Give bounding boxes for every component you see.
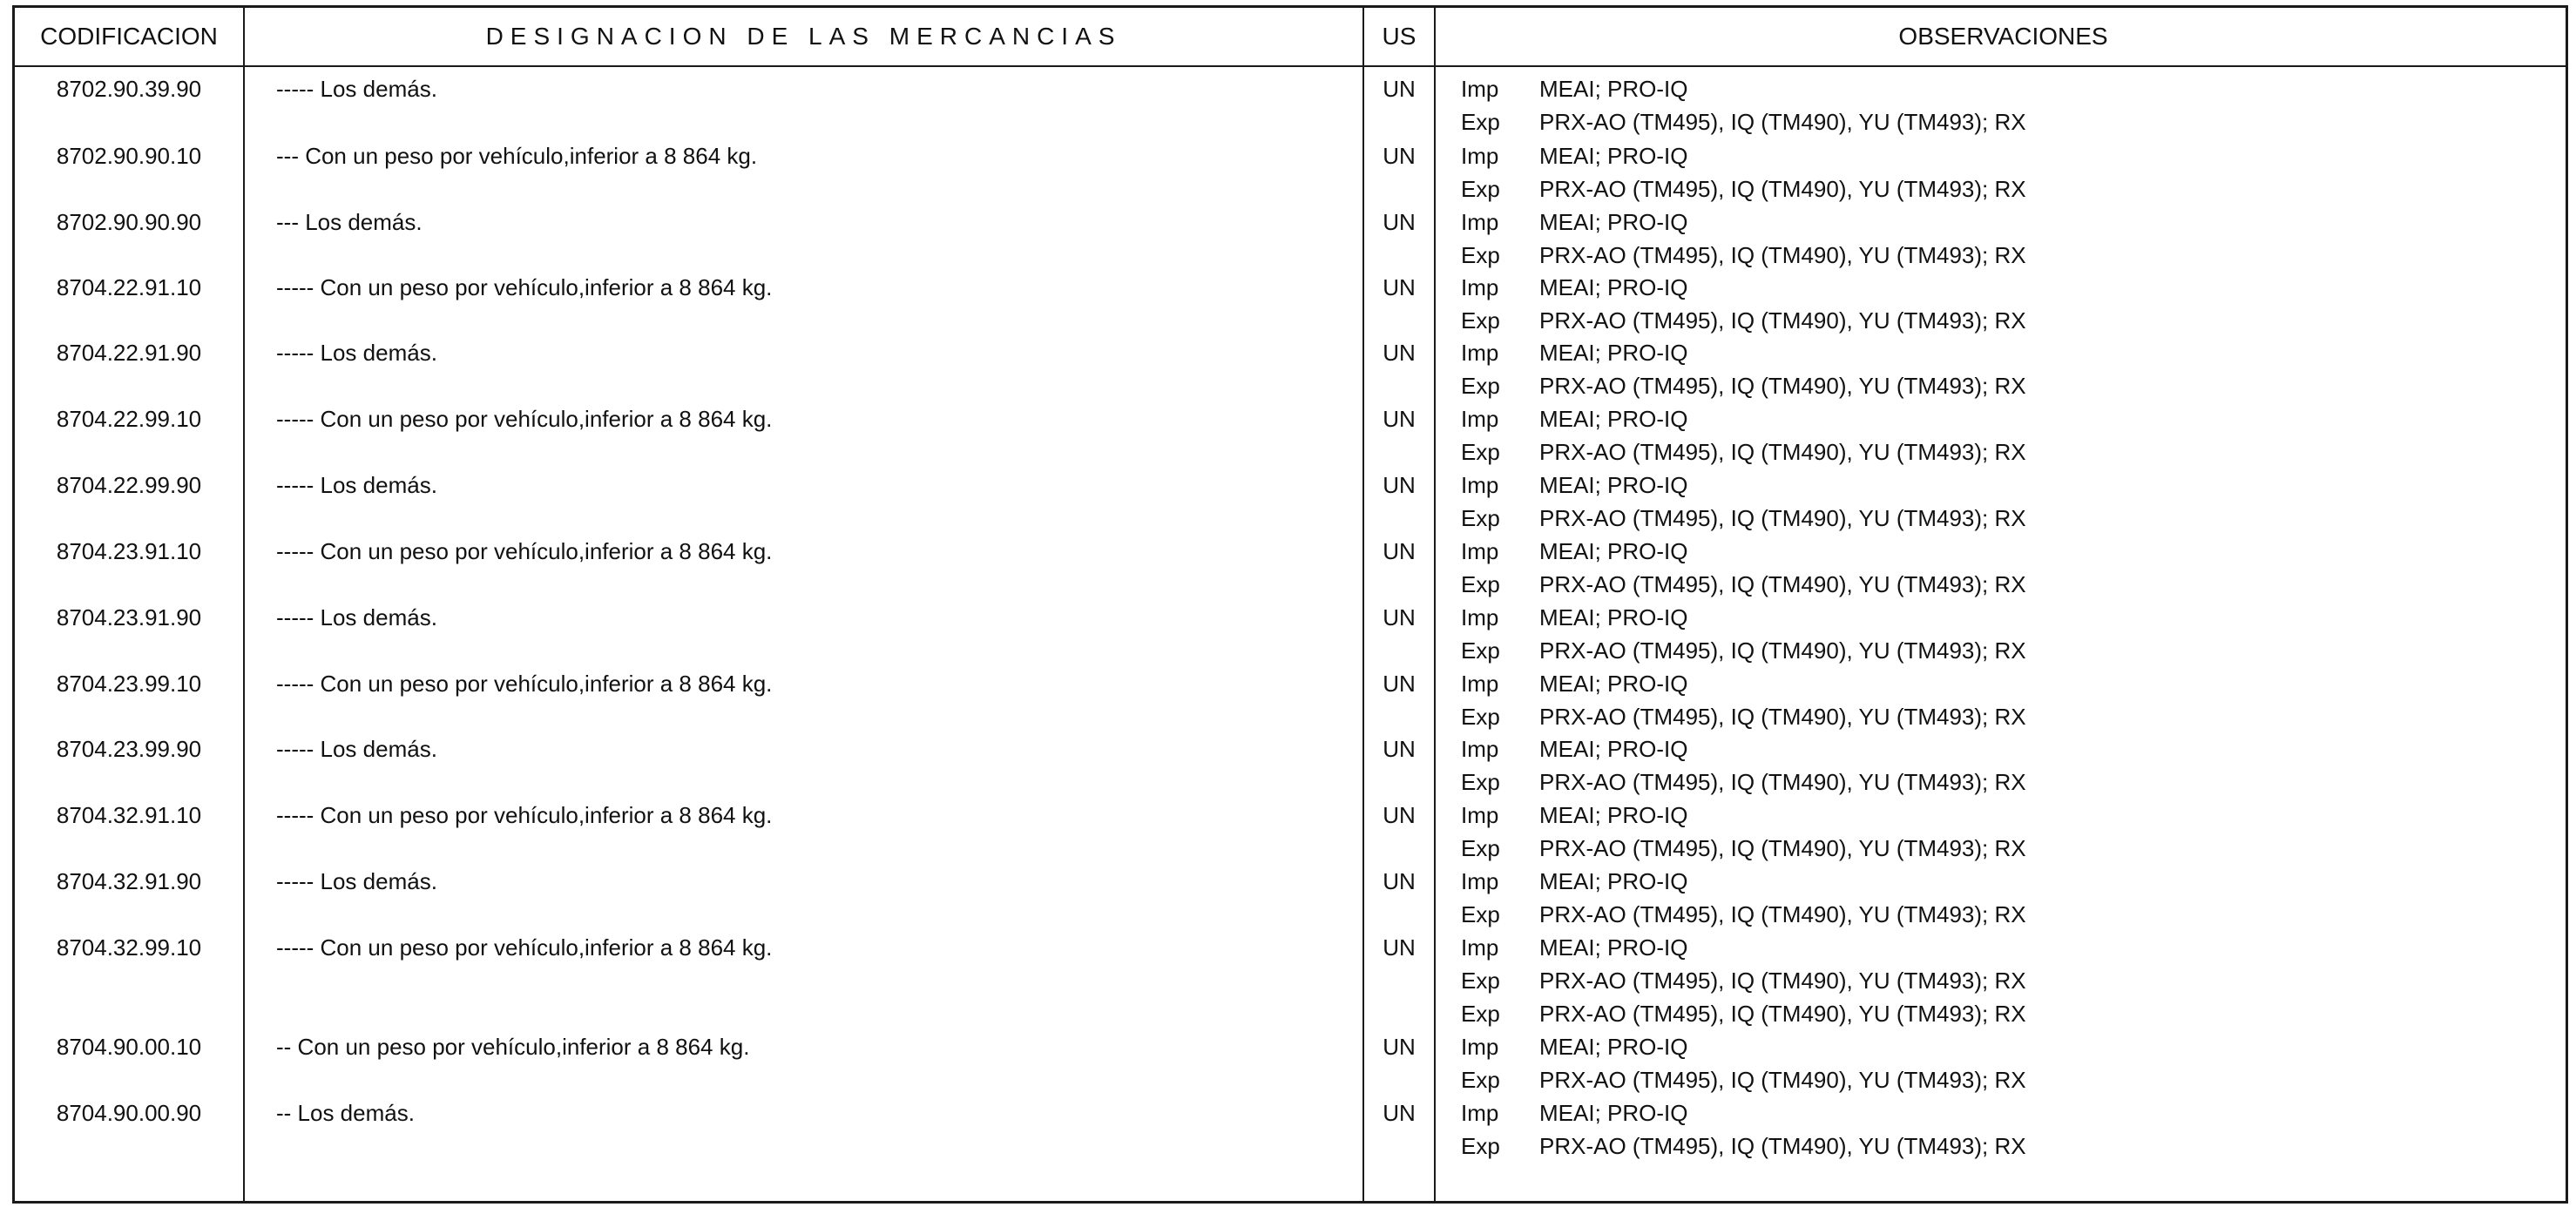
unit-cell: UN	[1383, 472, 1416, 498]
observacion-kind: Exp	[1461, 242, 1500, 268]
designacion-cell: ----- Con un peso por vehículo,inferior a 8 864 kg.	[276, 671, 773, 697]
unit-cell: UN	[1383, 868, 1416, 894]
observacion-text: PRX-AO (TM495), IQ (TM490), YU (TM493); RX	[1539, 637, 2026, 664]
observacion-kind: Imp	[1461, 934, 1499, 961]
observacion-text: PRX-AO (TM495), IQ (TM490), YU (TM493); RX	[1539, 769, 2026, 795]
observacion-text: MEAI; PRO-IQ	[1539, 736, 1688, 762]
table-row	[15, 865, 2566, 931]
codificacion-cell: 8704.22.99.10	[56, 406, 202, 432]
observacion-kind: Imp	[1461, 1034, 1499, 1060]
observacion-kind: Exp	[1461, 901, 1500, 927]
observacion-text: PRX-AO (TM495), IQ (TM490), YU (TM493); RX	[1539, 242, 2026, 268]
observacion-kind: Imp	[1461, 604, 1499, 630]
observacion-text: PRX-AO (TM495), IQ (TM490), YU (TM493); RX	[1539, 505, 2026, 531]
designacion-cell: -- Con un peso por vehículo,inferior a 8 864 kg.	[276, 1034, 750, 1060]
observacion-text: MEAI; PRO-IQ	[1539, 868, 1688, 894]
table-row	[15, 931, 2566, 1027]
observacion-kind: Exp	[1461, 968, 1500, 994]
unit-cell: UN	[1383, 671, 1416, 697]
observacion-text: MEAI; PRO-IQ	[1539, 1100, 1688, 1126]
observacion-kind: Imp	[1461, 736, 1499, 762]
unit-cell: UN	[1383, 736, 1416, 762]
table-row	[15, 469, 2566, 535]
observacion-text: MEAI; PRO-IQ	[1539, 604, 1688, 630]
table-row	[15, 206, 2566, 272]
header-designacion: DESIGNACION DE LAS MERCANCIAS	[485, 23, 1122, 50]
unit-cell: UN	[1383, 406, 1416, 432]
observacion-text: MEAI; PRO-IQ	[1539, 274, 1688, 300]
observacion-kind: Imp	[1461, 472, 1499, 498]
observacion-text: MEAI; PRO-IQ	[1539, 1034, 1688, 1060]
observacion-kind: Exp	[1461, 1067, 1500, 1093]
observacion-kind: Exp	[1461, 109, 1500, 135]
codificacion-cell: 8704.22.91.10	[56, 274, 202, 300]
header-codificacion: CODIFICACION	[40, 23, 218, 50]
codificacion-cell: 8702.90.39.90	[56, 76, 202, 102]
observacion-text: MEAI; PRO-IQ	[1539, 538, 1688, 564]
observacion-text: MEAI; PRO-IQ	[1539, 802, 1688, 828]
codificacion-cell: 8702.90.90.10	[56, 143, 202, 169]
unit-cell: UN	[1383, 209, 1416, 235]
observacion-kind: Exp	[1461, 373, 1500, 399]
observacion-kind: Imp	[1461, 1100, 1499, 1126]
observacion-text: MEAI; PRO-IQ	[1539, 209, 1688, 235]
observacion-kind: Exp	[1461, 769, 1500, 795]
codificacion-cell: 8704.23.91.10	[56, 538, 202, 564]
observacion-text: PRX-AO (TM495), IQ (TM490), YU (TM493); RX	[1539, 1133, 2026, 1159]
codificacion-cell: 8704.90.00.90	[56, 1100, 202, 1126]
observacion-text: PRX-AO (TM495), IQ (TM490), YU (TM493); RX	[1539, 1001, 2026, 1027]
observacion-kind: Exp	[1461, 1001, 1500, 1027]
observacion-kind: Exp	[1461, 704, 1500, 730]
table-row	[15, 72, 2566, 138]
codificacion-cell: 8704.32.99.10	[56, 934, 202, 961]
observacion-kind: Imp	[1461, 76, 1499, 102]
designacion-cell: ----- Los demás.	[276, 472, 437, 498]
observacion-text: MEAI; PRO-IQ	[1539, 671, 1688, 697]
observacion-kind: Exp	[1461, 439, 1500, 465]
unit-cell: UN	[1383, 340, 1416, 366]
table-row	[15, 1096, 2566, 1163]
observacion-text: PRX-AO (TM495), IQ (TM490), YU (TM493); RX	[1539, 835, 2026, 861]
customs-table	[12, 5, 2568, 1204]
table-row	[15, 139, 2566, 206]
codificacion-cell: 8704.23.99.90	[56, 736, 202, 762]
table-row	[15, 601, 2566, 667]
designacion-cell: --- Los demás.	[276, 209, 423, 235]
codificacion-cell: 8704.22.91.90	[56, 340, 202, 366]
header-us: US	[1382, 23, 1416, 50]
designacion-cell: ----- Los demás.	[276, 604, 437, 630]
unit-cell: UN	[1383, 1100, 1416, 1126]
observacion-text: PRX-AO (TM495), IQ (TM490), YU (TM493); RX	[1539, 109, 2026, 135]
observacion-kind: Imp	[1461, 802, 1499, 828]
unit-cell: UN	[1383, 802, 1416, 828]
observacion-kind: Imp	[1461, 868, 1499, 894]
observacion-text: PRX-AO (TM495), IQ (TM490), YU (TM493); RX	[1539, 704, 2026, 730]
observacion-kind: Imp	[1461, 671, 1499, 697]
designacion-cell: ----- Con un peso por vehículo,inferior a 8 864 kg.	[276, 934, 773, 961]
designacion-cell: ----- Con un peso por vehículo,inferior a 8 864 kg.	[276, 274, 773, 300]
observacion-text: MEAI; PRO-IQ	[1539, 406, 1688, 432]
unit-cell: UN	[1383, 538, 1416, 564]
codificacion-cell: 8704.32.91.90	[56, 868, 202, 894]
table-row	[15, 732, 2566, 799]
observacion-kind: Imp	[1461, 340, 1499, 366]
designacion-cell: ----- Con un peso por vehículo,inferior a 8 864 kg.	[276, 406, 773, 432]
observacion-text: MEAI; PRO-IQ	[1539, 76, 1688, 102]
table-row	[15, 535, 2566, 601]
unit-cell: UN	[1383, 1034, 1416, 1060]
codificacion-cell: 8704.23.99.10	[56, 671, 202, 697]
observacion-kind: Imp	[1461, 406, 1499, 432]
observacion-kind: Imp	[1461, 274, 1499, 300]
observacion-kind: Exp	[1461, 176, 1500, 202]
observacion-text: PRX-AO (TM495), IQ (TM490), YU (TM493); RX	[1539, 439, 2026, 465]
designacion-cell: ----- Los demás.	[276, 736, 437, 762]
observacion-kind: Exp	[1461, 307, 1500, 334]
table-row	[15, 1030, 2566, 1096]
header-rule	[15, 65, 2566, 67]
observacion-text: PRX-AO (TM495), IQ (TM490), YU (TM493); RX	[1539, 373, 2026, 399]
observacion-kind: Exp	[1461, 1133, 1500, 1159]
observacion-kind: Exp	[1461, 637, 1500, 664]
observacion-text: PRX-AO (TM495), IQ (TM490), YU (TM493); RX	[1539, 571, 2026, 597]
observacion-kind: Imp	[1461, 209, 1499, 235]
observacion-text: MEAI; PRO-IQ	[1539, 143, 1688, 169]
table-row	[15, 799, 2566, 865]
codificacion-cell: 8704.90.00.10	[56, 1034, 202, 1060]
designacion-cell: ----- Los demás.	[276, 868, 437, 894]
observacion-text: PRX-AO (TM495), IQ (TM490), YU (TM493); RX	[1539, 307, 2026, 334]
observacion-kind: Imp	[1461, 143, 1499, 169]
table-row	[15, 402, 2566, 469]
unit-cell: UN	[1383, 604, 1416, 630]
observacion-text: MEAI; PRO-IQ	[1539, 472, 1688, 498]
designacion-cell: -- Los demás.	[276, 1100, 415, 1126]
designacion-cell: ----- Los demás.	[276, 76, 437, 102]
observacion-text: PRX-AO (TM495), IQ (TM490), YU (TM493); RX	[1539, 176, 2026, 202]
observacion-text: MEAI; PRO-IQ	[1539, 934, 1688, 961]
codificacion-cell: 8704.32.91.10	[56, 802, 202, 828]
observacion-text: PRX-AO (TM495), IQ (TM490), YU (TM493); RX	[1539, 968, 2026, 994]
unit-cell: UN	[1383, 934, 1416, 961]
unit-cell: UN	[1383, 76, 1416, 102]
observacion-text: MEAI; PRO-IQ	[1539, 340, 1688, 366]
observacion-kind: Imp	[1461, 538, 1499, 564]
observacion-kind: Exp	[1461, 835, 1500, 861]
observacion-text: PRX-AO (TM495), IQ (TM490), YU (TM493); RX	[1539, 1067, 2026, 1093]
unit-cell: UN	[1383, 143, 1416, 169]
observacion-text: PRX-AO (TM495), IQ (TM490), YU (TM493); RX	[1539, 901, 2026, 927]
table-row	[15, 271, 2566, 337]
observacion-kind: Exp	[1461, 505, 1500, 531]
designacion-cell: ----- Los demás.	[276, 340, 437, 366]
codificacion-cell: 8704.22.99.90	[56, 472, 202, 498]
table-row	[15, 336, 2566, 402]
codificacion-cell: 8702.90.90.90	[56, 209, 202, 235]
designacion-cell: ----- Con un peso por vehículo,inferior a 8 864 kg.	[276, 802, 773, 828]
header-observaciones: OBSERVACIONES	[1898, 23, 2108, 50]
unit-cell: UN	[1383, 274, 1416, 300]
designacion-cell: ----- Con un peso por vehículo,inferior a 8 864 kg.	[276, 538, 773, 564]
designacion-cell: --- Con un peso por vehículo,inferior a 8 864 kg.	[276, 143, 758, 169]
codificacion-cell: 8704.23.91.90	[56, 604, 202, 630]
observacion-kind: Exp	[1461, 571, 1500, 597]
table-row	[15, 667, 2566, 733]
